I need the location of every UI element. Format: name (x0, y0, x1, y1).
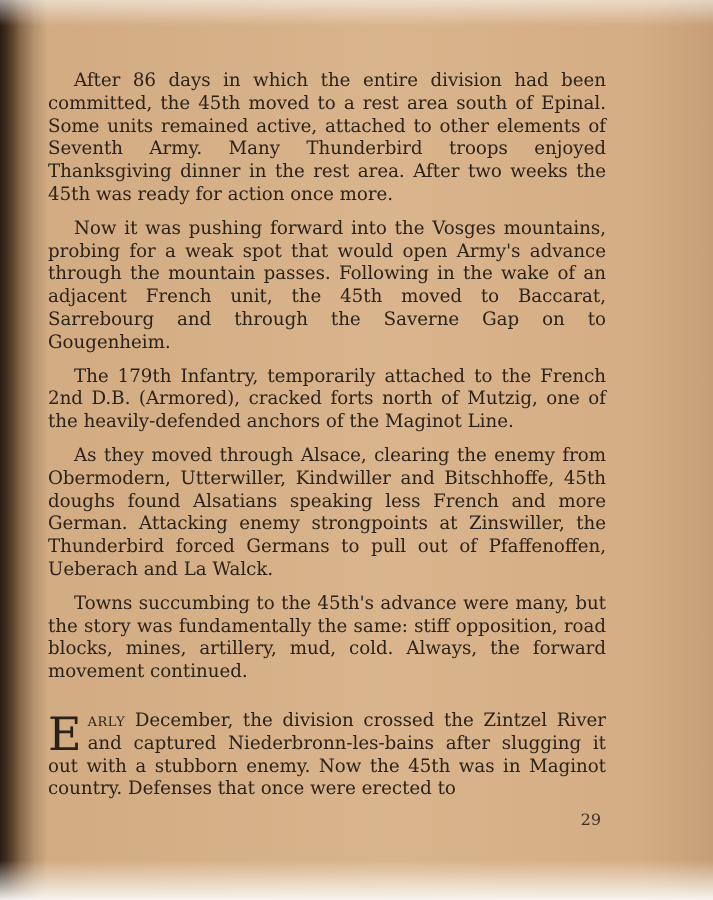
page-bottom-edge (0, 860, 713, 900)
binding-gutter-shadow (0, 0, 48, 900)
small-caps-lead: arly (87, 709, 126, 731)
section-text: December, the division crossed the Zintzel River and captured Niederbronn-les-bains after slugging it out with a stubborn enemy. Now the 45th was in Maginot country. Defenses that once were erected to (48, 709, 606, 800)
paragraph-5: Towns succumbing to the 45th's advance were many, but the story was fundamentally the same: stiff opposition, road blocks, mines, artillery, mud, cold. Always, the forward movement continued. (48, 592, 606, 683)
paragraph-1: After 86 days in which the entire division had been committed, the 45th moved to a rest area south of Epinal. Some units remained active, attached to other elements of Seventh Army. Many Thunderbird troops enjoyed Thanksgiving dinner in the rest area. After two weeks the 45th was ready for action once more. (48, 70, 606, 205)
section-opening-paragraph (48, 706, 606, 801)
paragraph-3: The 179th Infantry, temporarily attached to the French 2nd D.B. (Armored), cracked forts north of Mutzig, one of the heavily-defended anchors of the Maginot Line. (48, 365, 606, 433)
drop-cap-letter: E (48, 706, 82, 761)
paragraph-4: As they moved through Alsace, clearing the enemy from Obermodern, Utterwiller, Kindwiller and Bitschhoffe, 45th doughs found Alsatians speaking less French and more German. Attacking enemy strongpoints at Zinswiller, the Thunderbird forced Germans to pull out of Pfaffenoffen, Ueberach and La Walck. (48, 444, 606, 580)
body-text (48, 70, 606, 819)
page-top-edge (0, 0, 713, 26)
page-number: 29 (580, 810, 601, 829)
paragraph-2: Now it was pushing forward into the Vosges mountains, probing for a weak spot that would open Army's advance through the mountain passes. Following in the wake of an adjacent French unit, the 45th moved to Baccarat, Sarrebourg and through the Saverne Gap on to Gougenheim. (48, 217, 606, 353)
